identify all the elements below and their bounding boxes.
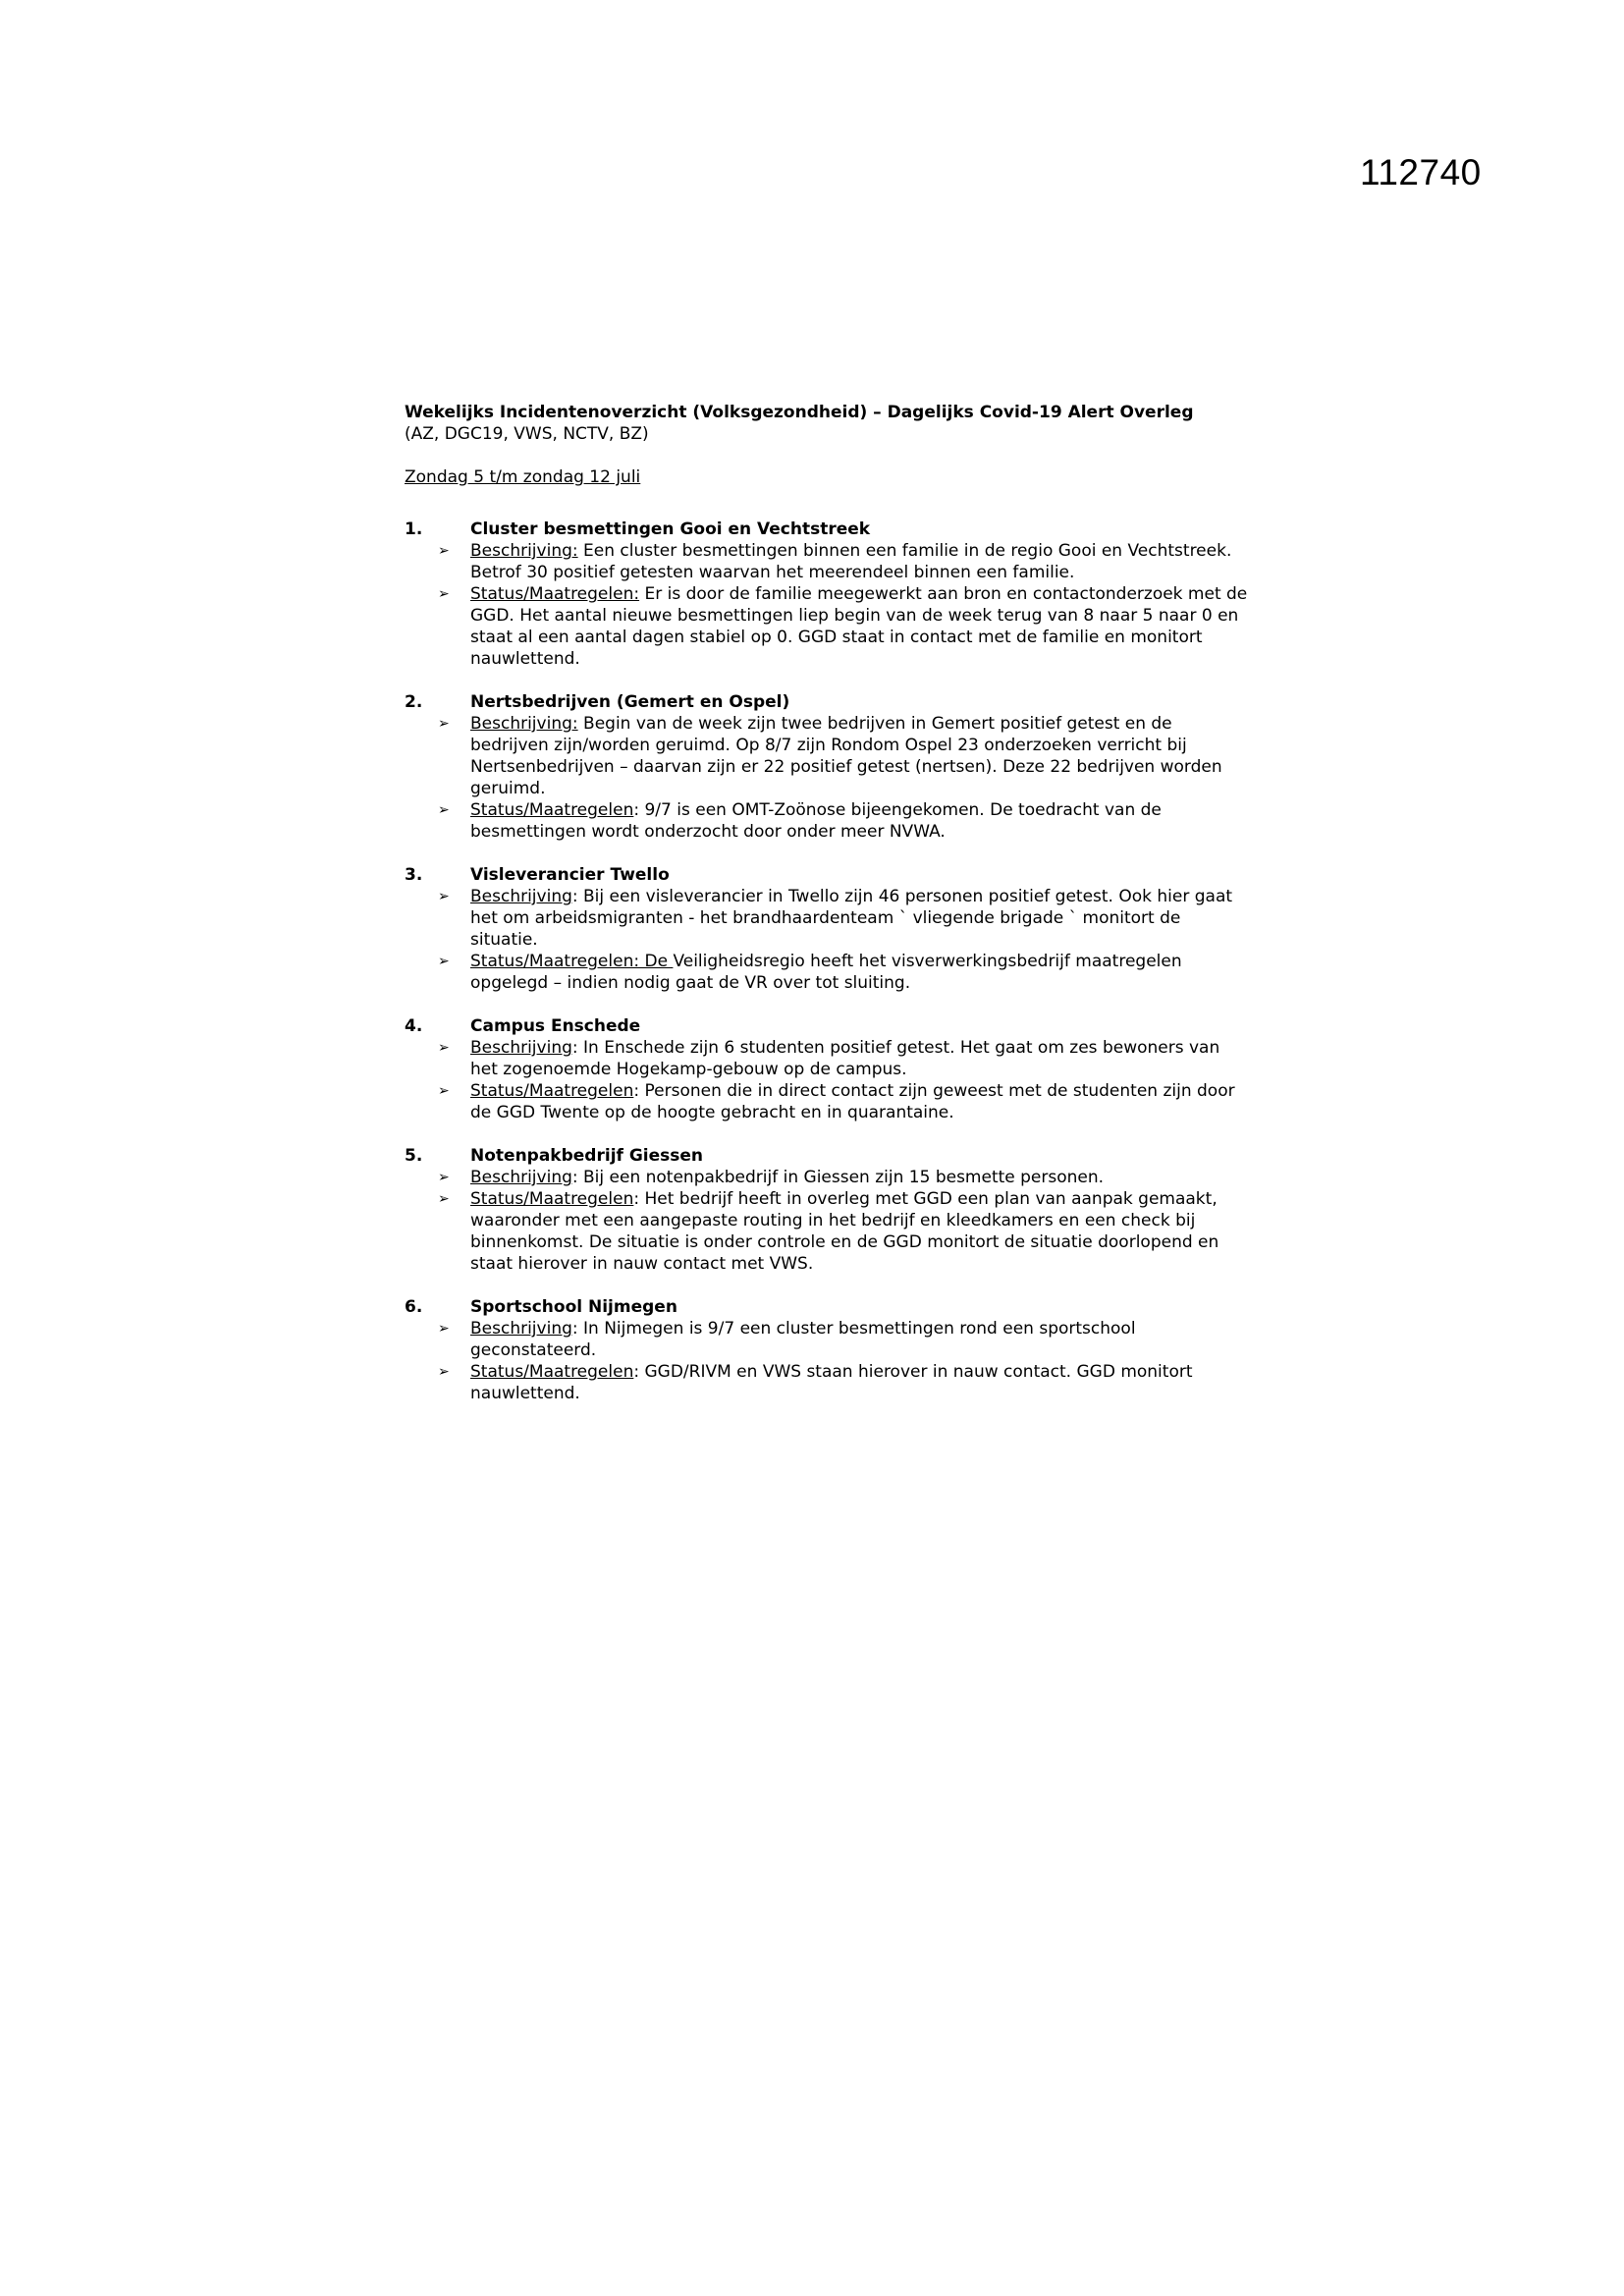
detail-text: : GGD/RIVM en VWS staan hierover in nauw contact. GGD monitort nauwlettend.: [470, 1362, 1193, 1403]
incident-number: 5.: [405, 1146, 423, 1166]
incident-number: 4.: [405, 1016, 423, 1036]
incident-details: [405, 1037, 1249, 1123]
incident-heading: [405, 1015, 1249, 1037]
detail-item: [405, 1037, 1249, 1080]
detail-label: Status/Maatregelen:: [470, 584, 640, 604]
arrow-bullet-icon: ➢: [438, 889, 450, 904]
document-subtitle: (AZ, DGC19, VWS, NCTV, BZ): [405, 424, 649, 444]
detail-text: : Bij een notenpakbedrijf in Giessen zijn 15 besmette personen.: [571, 1168, 1105, 1187]
detail-item: [405, 1318, 1249, 1361]
incident-title: Visleverancier Twello: [470, 865, 670, 885]
arrow-bullet-icon: ➢: [438, 543, 450, 559]
detail-item: [405, 713, 1249, 799]
detail-item: [405, 1361, 1249, 1404]
detail-text: Een cluster besmettingen binnen een familie in de regio Gooi en Vechtstreek. Betrof 30 positief getesten waarvan het meerendeel binnen een familie.: [470, 541, 1232, 582]
incident-title: Campus Enschede: [470, 1016, 641, 1036]
incident-number: 1.: [405, 519, 423, 539]
incident-item: [405, 864, 1249, 994]
detail-label: Beschrijving: [470, 887, 572, 906]
detail-label: Status/Maatregelen: [470, 1362, 634, 1382]
detail-label: Beschrijving: [470, 1038, 572, 1058]
detail-item: [405, 1167, 1249, 1188]
detail-text: : Bij een visleverancier in Twello zijn 46 personen positief getest. Ook hier gaat het om arbeidsmigranten - het brandhaardenteam ` vliegende brigade ` monitort de situatie.: [470, 887, 1233, 950]
detail-item: [405, 583, 1249, 670]
arrow-bullet-icon: ➢: [438, 1040, 450, 1056]
detail-label: Beschrijving:: [470, 714, 578, 734]
detail-item: [405, 886, 1249, 951]
incident-details: [405, 1167, 1249, 1275]
incident-details: [405, 1318, 1249, 1404]
incident-details: [405, 886, 1249, 994]
detail-item: [405, 799, 1249, 843]
document-number: 112740: [1360, 152, 1482, 192]
detail-text: : In Nijmegen is 9/7 een cluster besmettingen rond een sportschool geconstateerd.: [470, 1319, 1136, 1360]
detail-text: Veiligheidsregio heeft het visverwerkingsbedrijf maatregelen opgelegd – indien nodig gaat de VR over tot sluiting.: [470, 952, 1182, 993]
incident-number: 2.: [405, 692, 423, 712]
reporting-period: Zondag 5 t/m zondag 12 juli: [405, 467, 641, 487]
arrow-bullet-icon: ➢: [438, 586, 450, 602]
incident-heading: [405, 519, 1249, 540]
detail-label: Status/Maatregelen: [470, 1189, 634, 1209]
detail-text: : In Enschede zijn 6 studenten positief getest. Het gaat om zes bewoners van het zogenoemde Hogekamp-gebouw op de campus.: [470, 1038, 1220, 1079]
arrow-bullet-icon: ➢: [438, 954, 450, 969]
detail-label: Beschrijving:: [470, 541, 578, 561]
detail-label: Status/Maatregelen: De: [470, 952, 674, 971]
document-title: Wekelijks Incidentenoverzicht (Volksgezondheid) – Dagelijks Covid-19 Alert Overleg: [405, 403, 1194, 422]
arrow-bullet-icon: ➢: [438, 1191, 450, 1207]
detail-text: Er is door de familie meegewerkt aan bron en contactonderzoek met de GGD. Het aantal nieuwe besmettingen liep begin van de week terug van 8 naar 5 naar 0 en staat al een aantal dagen stabiel op 0. GGD staat in contact met de familie en monitort nauwlettend.: [470, 584, 1248, 669]
detail-item: [405, 951, 1249, 994]
incident-title: Notenpakbedrijf Giessen: [470, 1146, 704, 1166]
incident-title: Cluster besmettingen Gooi en Vechtstreek: [470, 519, 871, 539]
arrow-bullet-icon: ➢: [438, 1083, 450, 1099]
detail-label: Status/Maatregelen: [470, 800, 634, 820]
detail-label: Beschrijving: [470, 1168, 572, 1187]
incident-item: [405, 1015, 1249, 1123]
detail-label: Beschrijving: [470, 1319, 572, 1339]
arrow-bullet-icon: ➢: [438, 1364, 450, 1380]
incident-heading: [405, 691, 1249, 713]
arrow-bullet-icon: ➢: [438, 1170, 450, 1185]
incident-item: [405, 519, 1249, 670]
incident-number: 6.: [405, 1297, 423, 1317]
incident-title: Sportschool Nijmegen: [470, 1297, 677, 1317]
incident-number: 3.: [405, 865, 423, 885]
incident-item: [405, 1145, 1249, 1275]
incident-item: [405, 691, 1249, 843]
incident-heading: [405, 864, 1249, 886]
document-body: [405, 402, 1249, 1426]
incident-heading: [405, 1145, 1249, 1167]
arrow-bullet-icon: ➢: [438, 716, 450, 732]
detail-item: [405, 1080, 1249, 1123]
arrow-bullet-icon: ➢: [438, 1321, 450, 1337]
detail-label: Status/Maatregelen: [470, 1081, 634, 1101]
detail-text: : Het bedrijf heeft in overleg met GGD een plan van aanpak gemaakt, waaronder met een aangepaste routing in het bedrijf en kleedkamers en een check bij binnenkomst. De situatie is onder controle en de GGD monitort de situatie doorlopend en staat hierover in nauw contact met VWS.: [470, 1189, 1219, 1274]
detail-text: : 9/7 is een OMT-Zoönose bijeengekomen. De toedracht van de besmettingen wordt onderzocht door onder meer NVWA.: [470, 800, 1162, 842]
incident-list: [405, 519, 1249, 1404]
incident-heading: [405, 1296, 1249, 1318]
detail-text: : Personen die in direct contact zijn geweest met de studenten zijn door de GGD Twente op de hoogte gebracht en in quarantaine.: [470, 1081, 1235, 1122]
detail-text: Begin van de week zijn twee bedrijven in Gemert positief getest en de bedrijven zijn/worden geruimd. Op 8/7 zijn Rondom Ospel 23 onderzoeken verricht bij Nertsenbedrijven – daarvan zijn er 22 positief getest (nertsen). Deze 22 bedrijven worden geruimd.: [470, 714, 1222, 798]
arrow-bullet-icon: ➢: [438, 802, 450, 818]
incident-item: [405, 1296, 1249, 1404]
incident-title: Nertsbedrijven (Gemert en Ospel): [470, 692, 790, 712]
detail-item: [405, 1188, 1249, 1275]
incident-details: [405, 540, 1249, 670]
detail-item: [405, 540, 1249, 583]
incident-details: [405, 713, 1249, 843]
